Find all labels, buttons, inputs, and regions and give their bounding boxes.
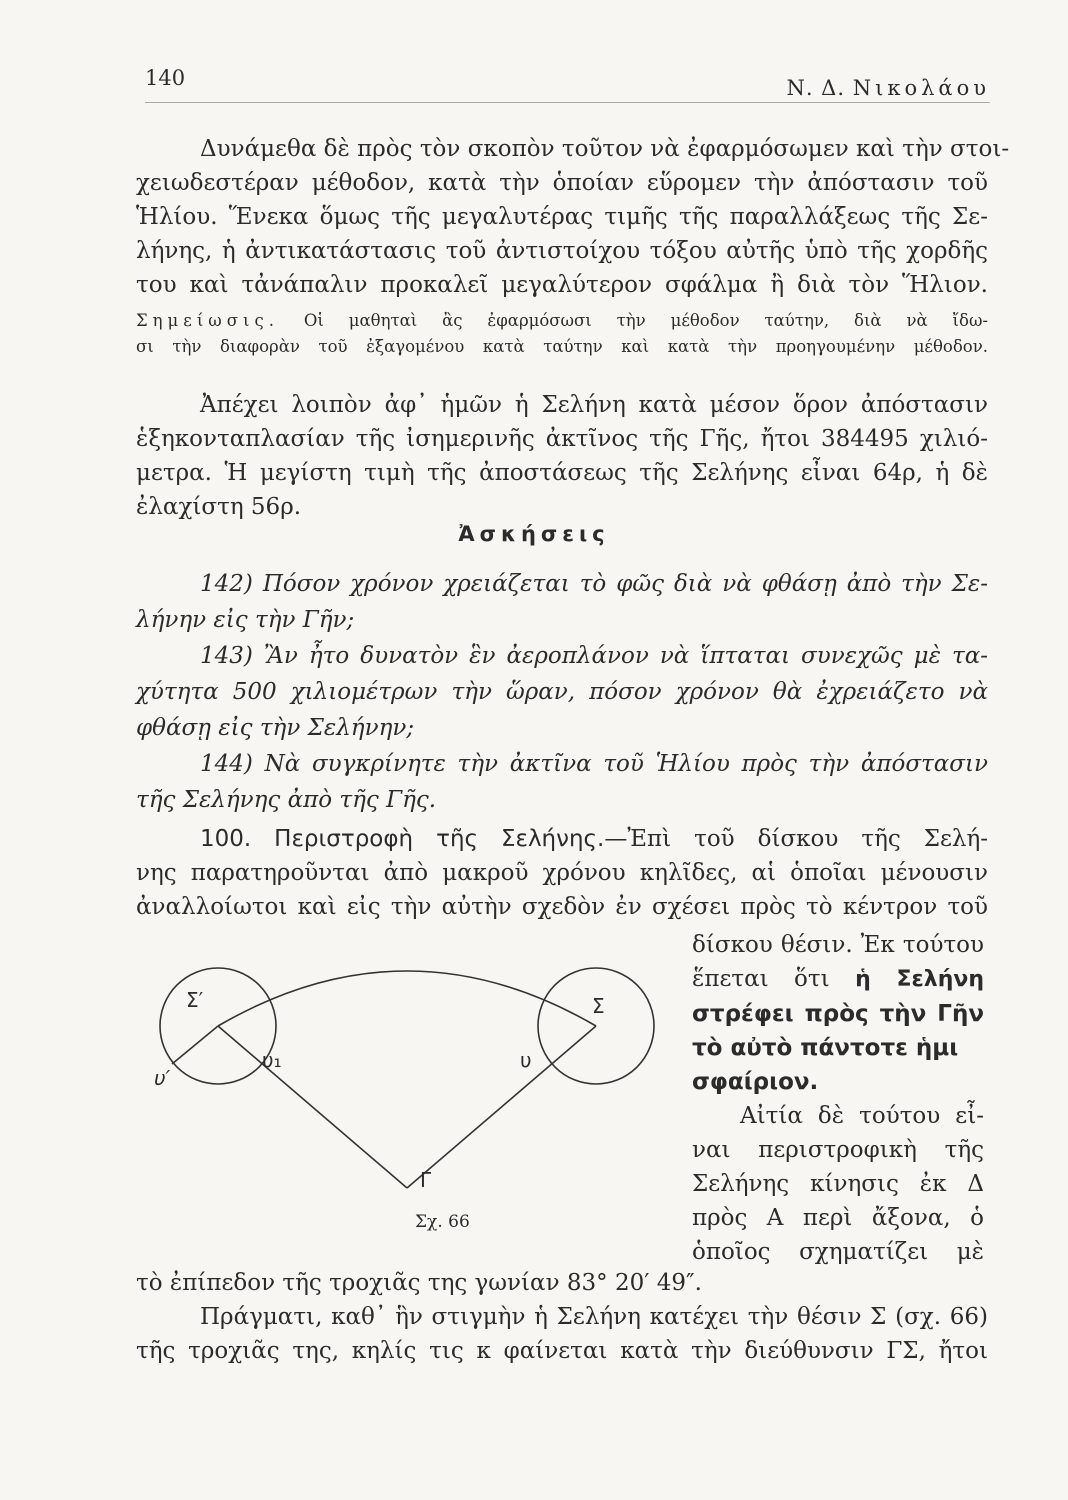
figure-caption: Σχ. 66 [415,1212,470,1232]
spot-line [172,1026,218,1064]
distance-paragraph [136,388,988,524]
text-line: Ἀπέχει λοιπὸν ἀφ᾿ ἡμῶν ἡ Σελήνη κατὰ μέσον ὅρον ἀπόστασιν [200,392,988,418]
exercise-line: χύτητα 500 χιλιομέτρων τὴν ὥραν, πόσον χρόνον θὰ ἐχρειάζετο νὰ [136,679,988,705]
radius-left [218,1026,407,1188]
text-line: Σελήνης κίνησις ἐκ Δ [692,1171,984,1197]
label-gamma: Γ [420,1168,432,1192]
text-line: μετρα. Ἡ μεγίστη τιμὴ τῆς ἀποστάσεως τῆς Σελήνης εἶναι 64ρ, ἡ δὲ [136,460,988,486]
text-line: Πράγματι, καθ᾿ ἣν στιγμὴν ἡ Σελήνη κατέχει τὴν θέσιν Σ (σχ. 66) [200,1304,988,1330]
text-fragment: ἕπεται ὅτι [692,966,830,992]
figure-66 [150,938,670,1203]
final-paragraph [136,1266,988,1368]
exercises-heading: Ἀσκήσεις [458,522,610,546]
text-line: χειωδεστέραν μέθοδον, κατὰ τὴν ὁποίαν εὕρομεν τὴν ἀπόστασιν τοῦ [136,170,988,196]
text-line: Αἰτία δὲ τούτου εἶ- [740,1103,984,1129]
running-head [786,76,990,100]
text-line: πρὸς Α περὶ ἄξονα, ὁ [692,1205,984,1231]
section-heading: 100. Περιστροφὴ τῆς Σελήνης. [200,826,605,852]
exercise-line: 144) Νὰ συγκρίνητε τὴν ἀκτῖνα τοῦ Ἡλίου πρὸς τὴν ἀπόστασιν [200,751,988,777]
author-initials: Ν. Δ. [786,76,846,100]
page-number: 140 [145,66,186,90]
bold-phrase: ἡ Σελήνη [855,967,985,992]
text-line: ἀναλλοίωτοι καὶ εἰς τὴν αὐτὴν σχεδὸν ἐν σχέσει πρὸς τὸ κέντρον τοῦ [136,894,988,920]
text-line: ἑξηκονταπλασίαν τῆς ἰσημερινῆς ἀκτῖνος τῆς Γῆς, ἤτοι 384495 χιλιό- [136,426,988,452]
label-u-prime: υ′ [154,1066,171,1090]
text-line: ὁποῖος σχηματίζει μὲ [692,1239,984,1265]
section-text: —Ἐπὶ τοῦ δίσκου τῆς Σελή- [604,826,988,852]
side-column-text [692,928,984,1269]
text-line: τὸ ἐπίπεδον τῆς τροχιᾶς της γωνίαν 83° 20′ 49″. [136,1270,702,1296]
radius-right [407,1026,596,1188]
text-line: νης παρατηροῦνται ἀπὸ μακροῦ χρόνου κηλῖδες, αἱ ὁποῖαι μένουσιν [136,860,988,886]
text-line [136,308,988,334]
text-line [692,962,984,997]
exercise-line: 142) Πόσον χρόνον χρειάζεται τὸ φῶς διὰ νὰ φθάσῃ ἀπὸ τὴν Σε- [200,571,988,597]
page-header [145,62,990,103]
text-line: του καὶ τἀνάπαλιν προκαλεῖ μεγαλύτερον σφάλμα ἢ διὰ τὸν Ἥλιον. [136,272,988,298]
bold-line: τὸ αὐτὸ πάντοτε ἡμι [692,1035,959,1061]
text-line: ἐλαχίστη 56ρ. [136,494,302,520]
label-u: υ [520,1048,532,1072]
text-line: δίσκου θέσιν. Ἐκ τούτου [692,932,984,958]
label-s: Σ [592,994,605,1018]
note-paragraph [136,308,988,360]
exercise-line: φθάσῃ εἰς τὴν Σελήνην; [136,715,415,741]
moon-rotation-diagram [150,938,670,1203]
label-u1: υ₁ [262,1048,282,1072]
exercise-line: 143) Ἂν ἦτο δυνατὸν ἓν ἀεροπλάνον νὰ ἵπταται συνεχῶς μὲ τα- [200,643,988,669]
bold-line: στρέφει πρὸς τὴν Γῆν [692,1001,984,1027]
text-line: ναι περιστροφικὴ τῆς [692,1137,984,1163]
text-line: σι τὴν διαφορὰν τοῦ ἐξαγομένου κατὰ ταύτην καὶ κατὰ τὴν προηγουμένην μέθοδον. [136,337,988,356]
text-line: Δυνάμεθα δὲ πρὸς τὸν σκοπὸν τοῦτον νὰ ἐφαρμόσωμεν καὶ τὴν στοι- [200,136,1010,162]
bold-line: σφαίριον. [692,1069,819,1095]
note-text: Οἱ μαθηταὶ ἂς ἐφαρμόσωσι τὴν μέθοδον ταύτην, διὰ νὰ ἴδω- [303,311,988,330]
author-surname: Νικολάου [852,76,990,100]
text-line: Ἡλίου. Ἕνεκα ὅμως τῆς μεγαλυτέρας τιμῆς τῆς παραλλάξεως τῆς Σε- [136,204,988,230]
text-line: τῆς τροχιᾶς της, κηλίς τις κ φαίνεται κατὰ τὴν διεύθυνσιν ΓΣ, ἤτοι [136,1338,988,1364]
intro-paragraph [136,132,1010,302]
text-line: λήνης, ἡ ἀντικατάστασις τοῦ ἀντιστοίχου τόξου αὐτῆς ὑπὸ τῆς χορδῆς [136,238,988,264]
exercises-list [136,566,988,818]
section-100 [136,822,988,924]
label-s-prime: Σ′ [186,988,204,1012]
exercise-line: λήνην εἰς τὴν Γῆν; [136,607,355,633]
exercise-line: τῆς Σελήνης ἀπὸ τῆς Γῆς. [136,787,437,813]
text-line [136,822,988,856]
note-label: Σημείωσις. [136,311,279,330]
